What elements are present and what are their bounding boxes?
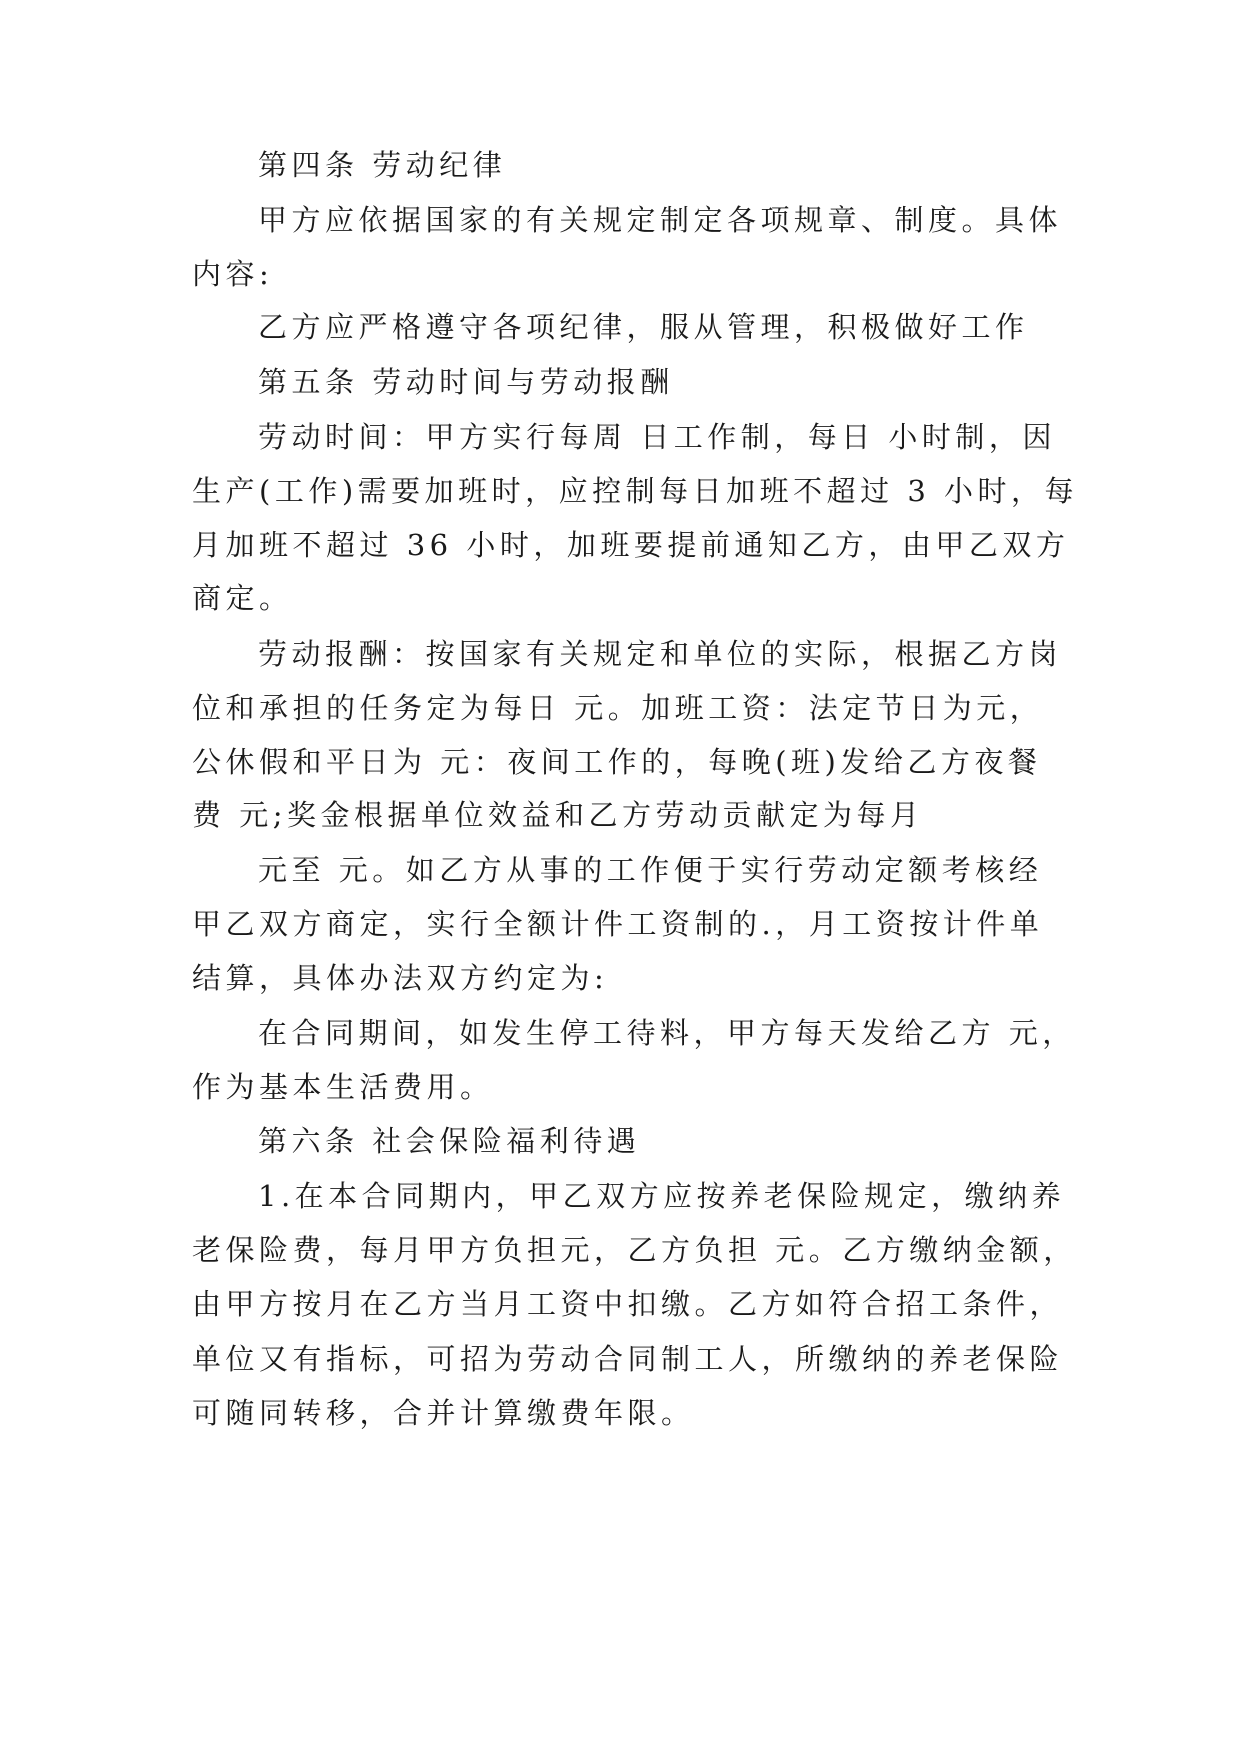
article-6-heading: 第六条 社会保险福利待遇: [258, 1124, 641, 1158]
paragraph-line: 单位又有指标，可招为劳动合同制工人，所缴纳的养老保险: [192, 1342, 1064, 1376]
paragraph-line: 老保险费，每月甲方负担元，乙方负担 元。乙方缴纳金额，: [192, 1233, 1077, 1267]
paragraph-line: 月加班不超过 36 小时，加班要提前通知乙方，由甲乙双方: [192, 528, 1070, 562]
paragraph-line: 乙方应严格遵守各项纪律，服从管理，积极做好工作: [258, 310, 1029, 344]
article-4-heading: 第四条 劳动纪律: [258, 148, 507, 182]
paragraph-line: 元至 元。如乙方从事的工作便于实行劳动定额考核经: [258, 853, 1043, 887]
paragraph-line: 可随同转移，合并计算缴费年限。: [192, 1396, 695, 1430]
paragraph-line: 结算，具体办法双方约定为:: [192, 961, 609, 995]
paragraph-line: 位和承担的任务定为每日 元。加班工资：法定节日为元，: [192, 691, 1044, 725]
paragraph-line: 公休假和平日为 元：夜间工作的，每晚(班)发给乙方夜餐: [192, 745, 1042, 779]
paragraph-line: 在合同期间，如发生停工待料，甲方每天发给乙方 元，: [258, 1016, 1076, 1050]
paragraph-line: 甲方应依据国家的有关规定制定各项规章、制度。具体: [258, 203, 1063, 237]
paragraph-line: 由甲方按月在乙方当月工资中扣缴。乙方如符合招工条件，: [192, 1287, 1064, 1321]
paragraph-line: 商定。: [192, 581, 293, 615]
article-5-heading: 第五条 劳动时间与劳动报酬: [258, 365, 674, 399]
paragraph-line: 1.在本合同期内，甲乙双方应按养老保险规定，缴纳养: [258, 1179, 1066, 1213]
paragraph-line: 劳动时间：甲方实行每周 日工作制，每日 小时制，因: [258, 420, 1056, 454]
paragraph-line: 生产(工作)需要加班时，应控制每日加班不超过 3 小时，每: [192, 474, 1079, 508]
paragraph-line: 作为基本生活费用。: [192, 1070, 494, 1104]
paragraph-line: 甲乙双方商定，实行全额计件工资制的.，月工资按计件单: [192, 907, 1044, 941]
paragraph-line: 内容:: [192, 257, 274, 291]
paragraph-line: 费 元;奖金根据单位效益和乙方劳动贡献定为每月: [192, 798, 924, 832]
paragraph-line: 劳动报酬：按国家有关规定和单位的实际，根据乙方岗: [258, 637, 1063, 671]
